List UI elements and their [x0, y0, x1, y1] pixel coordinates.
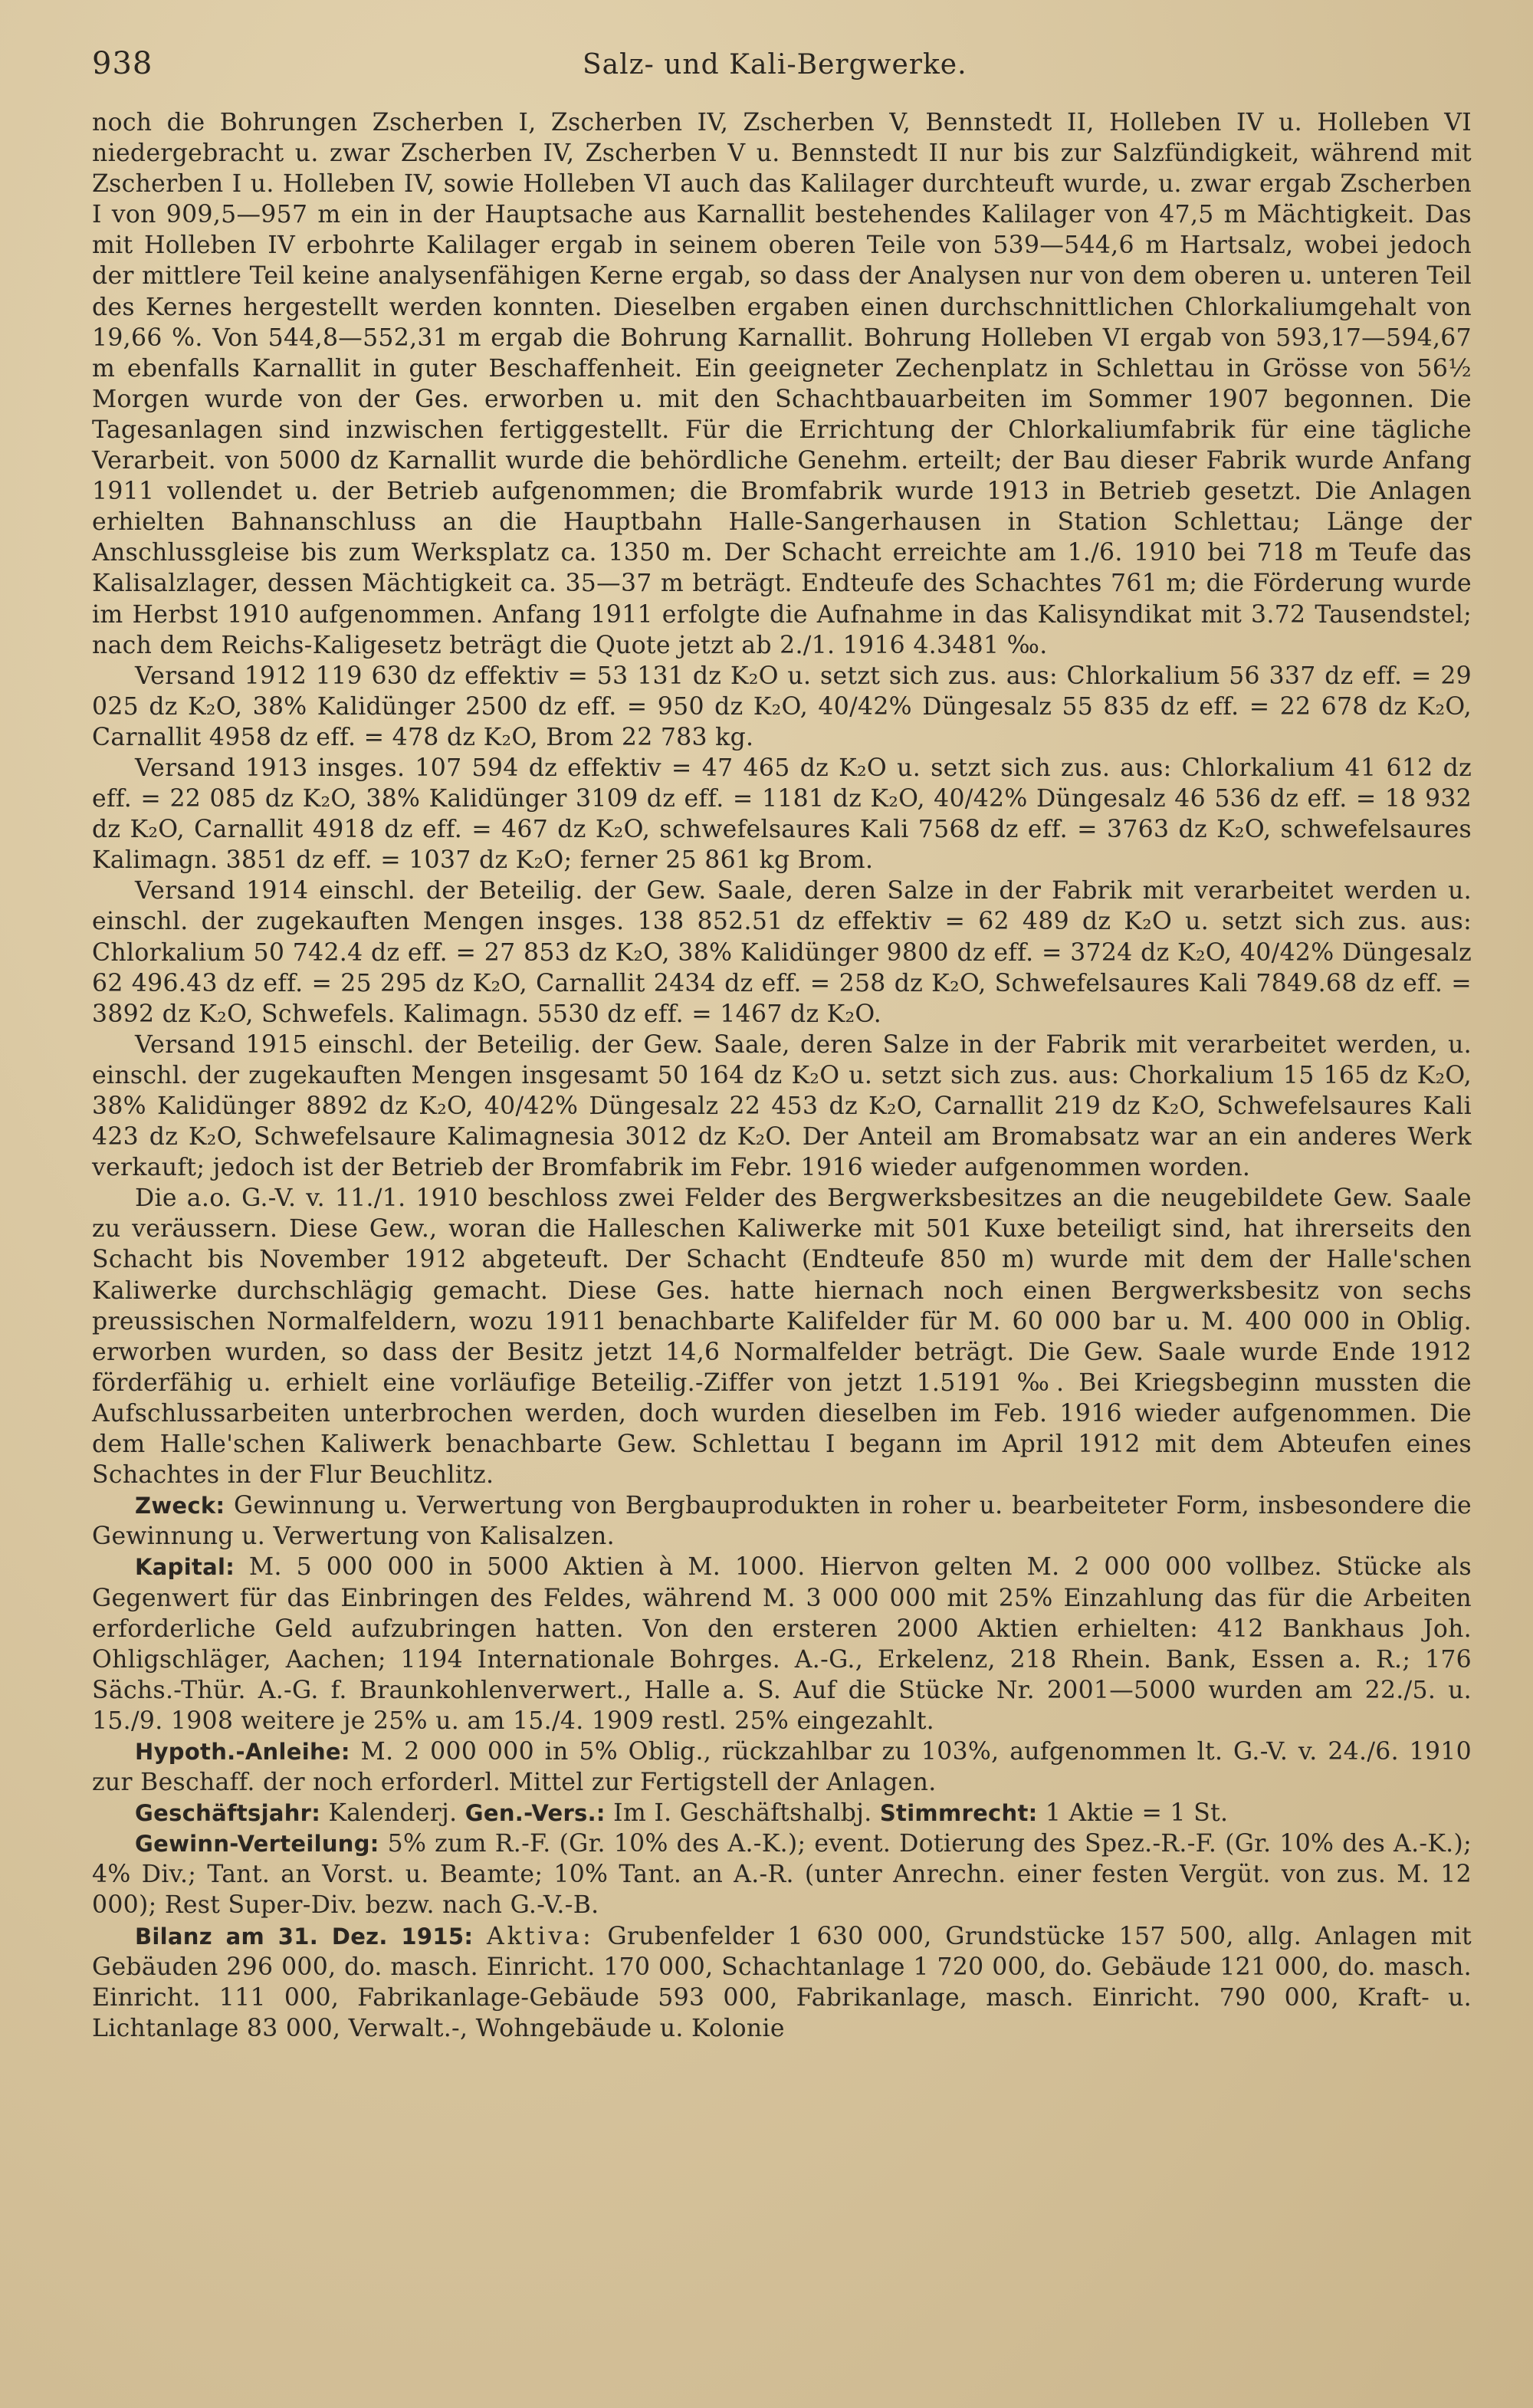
entry-label: Hypoth.-Anleihe:: [135, 1738, 350, 1765]
paragraph-shipment-1913: Versand 1913 insges. 107 594 dz effektiv = 47 465 dz K₂O u. setzt sich zus. aus: Chlorkalium 41 612 dz eff. = 22 085 dz K₂O, 38% Kalidünger 3109 dz eff. = 1181 dz K₂O, 40/42% Düngesalz 46 536 dz eff. = 18 932 dz K₂O, Carnallit 4918 dz eff. = 467 dz K₂O, schwefelsaures Kali 7568 dz eff. = 3763 dz K₂O, schwefelsaures Kalimagn. 3851 dz eff. = 1037 dz K₂O; ferner 25 861 kg Brom.: [92, 754, 1472, 875]
entry-text: 5% zum R.-F. (Gr. 10% des A.-K.); event. Dotierung des Spez.-R.-F. (Gr. 10% des A.-K.); 4% Div.; Tant. an Vorst. u. Beamte; 10% Tant. an A.-R. (unter Anrechn. einer festen Vergüt. von zus. M. 12 000); Rest Super-Div. bezw. nach G.-V.-B.: [92, 1830, 1472, 1920]
entry-label: Geschäftsjahr:: [135, 1800, 321, 1827]
entry-kapital: [92, 1552, 1472, 1736]
paragraph-gv-1910: Die a.o. G.-V. v. 11./1. 1910 beschloss zwei Felder des Bergwerksbesitzes an die neugebildete Gew. Saale zu veräussern. Diese Gew., woran die Halleschen Kaliwerke mit 501 Kuxe beteiligt sind, hat ihrerseits den Schacht bis November 1912 abgeteuft. Der Schacht (Endteufe 850 m) wurde mit dem der Halle'schen Kaliwerke durchschlägig gemacht. Diese Ges. hatte hiernach noch einen Bergwerksbesitz von sechs preussischen Normalfeldern, wozu 1911 benachbarte Kalifelder für M. 60 000 bar u. M. 400 000 in Oblig. erworben wurden, so dass der Besitz jetzt 14,6 Normalfelder beträgt. Die Gew. Saale wurde Ende 1912 förderfähig u. erhielt eine vorläufige Beteilig.-Ziffer von jetzt 1.5191 ‰. Bei Kriegsbeginn mussten die Aufschlussarbeiten unterbrochen werden, doch wurden dieselben im Feb. 1916 wieder aufgenommen. Die dem Halle'schen Kaliwerk benachbarte Gew. Schlettau I begann im April 1912 mit dem Abteufen eines Schachtes in der Flur Beuchlitz.: [92, 1184, 1472, 1490]
paragraph-drilling: noch die Bohrungen Zscherben I, Zscherben IV, Zscherben V, Bennstedt II, Holleben IV u. Holleben VI niedergebracht u. zwar Zscherben IV, Zscherben V u. Bennstedt II nur bis zur Salzfündigkeit, während mit Zscherben I u. Holleben IV, sowie Holleben VI auch das Kalilager durchteuft wurde, u. zwar ergab Zscherben I von 909,5—957 m ein in der Hauptsache aus Karnallit bestehendes Kalilager von 47,5 m Mächtigkeit. Das mit Holleben IV erbohrte Kalilager ergab in seinem oberen Teile von 539—544,6 m Hartsalz, wobei jedoch der mittlere Teil keine analysenfähigen Kerne ergab, so dass der Analysen nur von dem oberen u. unteren Teil des Kernes hergestellt werden konnten. Dieselben ergaben einen durchschnittlichen Chlorkaliumgehalt von 19,66 %. Von 544,8—552,31 m ergab die Bohrung Karnallit. Bohrung Holleben VI ergab von 593,17—594,67 m ebenfalls Karnallit in guter Beschaffenheit. Ein geeigneter Zechenplatz in Schlettau in Grösse von 56½ Morgen wurde von der Ges. erworben u. mit den Schachtbauarbeiten im Sommer 1907 begonnen. Die Tagesanlagen sind inzwischen fertiggestellt. Für die Errichtung der Chlorkaliumfabrik für eine tägliche Verarbeit. von 5000 dz Karnallit wurde die behördliche Genehm. erteilt; der Bau dieser Fabrik wurde Anfang 1911 vollendet u. der Betrieb aufgenommen; die Bromfabrik wurde 1913 in Betrieb gesetzt. Die Anlagen erhielten Bahnanschluss an die Hauptbahn Halle-Sangerhausen in Station Schlettau; Länge der Anschlussgleise bis zum Werksplatz ca. 1350 m. Der Schacht erreichte am 1./6. 1910 bei 718 m Teufe das Kalisalzlager, dessen Mächtigkeit ca. 35—37 m beträgt. Endteufe des Schachtes 761 m; die Förderung wurde im Herbst 1910 aufgenommen. Anfang 1911 erfolgte die Aufnahme in das Kalisyndikat mit 3.72 Tausendstel; nach dem Reichs-Kaligesetz beträgt die Quote jetzt ab 2./1. 1916 4.3481 ‰.: [92, 109, 1472, 659]
entry-gewinn-verteilung: [92, 1828, 1472, 1920]
entry-text: M. 5 000 000 in 5000 Aktien à M. 1000. Hiervon gelten M. 2 000 000 vollbez. Stücke als Gegenwert für das Einbringen des Feldes, während M. 3 000 000 mit 25% Einzahlung das für die Arbeiten erforderliche Geld aufzubringen hatten. Von den ersteren 2000 Aktien erhielten: 412 Bankhaus Joh. Ohligschläger, Aachen; 1194 Internationale Bohrges. A.-G., Erkelenz, 218 Rhein. Bank, Essen a. R.; 176 Sächs.-Thür. A.-G. f. Braunkohlenverwert., Halle a. S. Auf die Stücke Nr. 2001—5000 wurden am 22./5. u. 15./9. 1908 weitere je 25% u. am 15./4. 1909 restl. 25% eingezahlt.: [92, 1553, 1472, 1735]
entry-label: Kapital:: [135, 1554, 235, 1581]
entry-geschaeftsjahr: [92, 1798, 1472, 1828]
entry-label: Bilanz am 31. Dez. 1915:: [135, 1923, 474, 1950]
entry-text: Kalenderj.: [328, 1799, 458, 1828]
entry-hypoth-anleihe: [92, 1736, 1472, 1798]
paragraph-shipment-1915: Versand 1915 einschl. der Beteilig. der Gew. Saale, deren Salze in der Fabrik mit verarbeitet werden, u. einschl. der zugekauften Mengen insgesamt 50 164 dz K₂O u. setzt sich zus. aus: Chorkalium 15 165 dz K₂O, 38% Kalidünger 8892 dz K₂O, 40/42% Düngesalz 22 453 dz K₂O, Carnallit 219 dz K₂O, Schwefelsaures Kali 423 dz K₂O, Schwefelsaure Kalimagnesia 3012 dz K₂O. Der Anteil am Bromabsatz war an ein anderes Werk verkauft; jedoch ist der Betrieb der Bromfabrik im Febr. 1916 wieder aufgenommen worden.: [92, 1030, 1472, 1182]
entry-label: Gewinn-Verteilung:: [135, 1831, 379, 1858]
body-text: [92, 107, 1472, 2044]
entry-text: M. 2 000 000 in 5% Oblig., rückzahlbar zu 103%, aufgenommen lt. G.-V. v. 24./6. 1910 zur Beschaff. der noch erforderl. Mittel zur Fertigstell der Anlagen.: [92, 1737, 1472, 1797]
entry-text: Grubenfelder 1 630 000, Grundstücke 157 500, allg. Anlagen mit Gebäuden 296 000, do. masch. Einricht. 170 000, Schachtanlage 1 720 000, do. Gebäude 121 000, do. masch. Einricht. 111 000, Fabrikanlage-Gebäude 593 000, Fabrikanlage, masch. Einricht. 790 000, Kraft- u. Lichtanlage 83 000, Verwalt.-, Wohngebäude u. Kolonie: [92, 1922, 1472, 2042]
entry-text: 1 Aktie = 1 St.: [1045, 1799, 1229, 1828]
entry-label: Stimmrecht:: [879, 1800, 1038, 1827]
entry-text: Gewinnung u. Verwertung von Bergbauprodukten in roher u. bearbeiteter Form, insbesondere die Gewinnung u. Verwertung von Kalisalzen.: [92, 1492, 1472, 1551]
paragraph-shipment-1914: Versand 1914 einschl. der Beteilig. der Gew. Saale, deren Salze in der Fabrik mit verarbeitet werden u. einschl. der zugekauften Mengen insges. 138 852.51 dz effektiv = 62 489 dz K₂O u. setzt sich zus. aus: Chlorkalium 50 742.4 dz eff. = 27 853 dz K₂O, 38% Kalidünger 9800 dz eff. = 3724 dz K₂O, 40/42% Düngesalz 62 496.43 dz eff. = 25 295 dz K₂O, Carnallit 2434 dz eff. = 258 dz K₂O, Schwefelsaures Kali 7849.68 dz eff. = 3892 dz K₂O, Schwefels. Kalimagn. 5530 dz eff. = 1467 dz K₂O.: [92, 877, 1472, 1028]
running-head: Salz- und Kali-Bergwerke.: [583, 49, 967, 80]
entry-bilanz: [92, 1921, 1472, 2044]
paragraph-shipment-1912: Versand 1912 119 630 dz effektiv = 53 131 dz K₂O u. setzt sich zus. aus: Chlorkalium 56 337 dz eff. = 29 025 dz K₂O, 38% Kalidünger 2500 dz eff. = 950 dz K₂O, 40/42% Düngesalz 55 835 dz eff. = 22 678 dz K₂O, Carnallit 4958 dz eff. = 478 dz K₂O, Brom 22 783 kg.: [92, 662, 1472, 751]
entry-text: Im I. Geschäftshalbj.: [613, 1799, 872, 1828]
entry-label: Gen.-Vers.:: [464, 1800, 606, 1827]
entry-label: Zweck:: [135, 1493, 225, 1519]
entry-sublabel: Aktiva:: [486, 1922, 594, 1950]
page-number: 938: [92, 46, 153, 81]
entry-zweck: [92, 1490, 1472, 1552]
page-header: [92, 46, 1472, 84]
